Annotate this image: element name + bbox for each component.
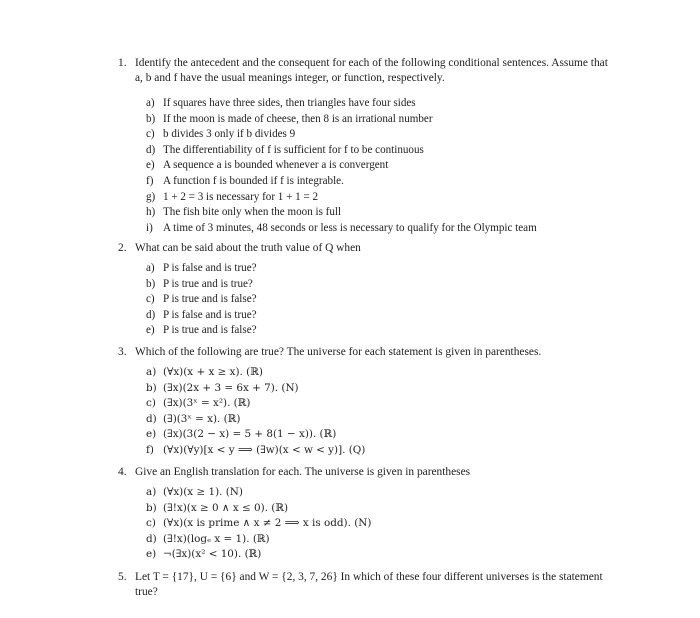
list-item <box>146 262 257 274</box>
list-item <box>146 428 336 440</box>
question-number: 3. <box>118 346 127 358</box>
list-item <box>146 533 270 545</box>
item-text: (∃)(3ˣ = x). (ℝ) <box>163 412 241 425</box>
question-text: Give an English translation for each. The universe is given in parentheses <box>135 466 471 478</box>
item-label: c) <box>146 293 155 306</box>
list-item <box>146 191 318 203</box>
item-label: d) <box>146 412 157 425</box>
item-text: (∃x)(3ˣ = x²). (ℝ) <box>163 397 251 410</box>
item-text: 1 + 2 = 3 is necessary for 1 + 1 = 2 <box>163 190 319 203</box>
item-text: (∃x)(3(2 − x) = 5 + 8(1 − x)). (ℝ) <box>163 428 337 441</box>
question-number: 2. <box>118 242 127 254</box>
list-item <box>146 97 416 109</box>
question-text: Let T = {17}, U = {6} and W = {2, 3, 7, 26} In which of these four different universes is the statement true? <box>135 571 603 599</box>
list-item <box>146 502 288 514</box>
question-number: 5. <box>118 571 127 583</box>
item-text: P is false and is true? <box>163 308 257 321</box>
list-item <box>146 517 371 529</box>
question-1 <box>118 56 608 87</box>
item-label: a) <box>146 262 155 274</box>
item-text: (∃!x)(logₑ x = 1). (ℝ) <box>163 532 270 545</box>
item-label: a) <box>146 486 157 498</box>
list-item <box>146 128 295 140</box>
item-text: P is true and is false? <box>163 324 257 337</box>
item-text: (∀x)(∀y)[x < y ⟹ (∃w)(x < w < y)]. (Q) <box>163 444 366 456</box>
item-text: A time of 3 minutes, 48 seconds or less is necessary to qualify for the Olympic team <box>163 221 537 234</box>
list-item <box>146 159 388 171</box>
item-label: e) <box>146 428 157 441</box>
item-label: e) <box>146 159 155 172</box>
list-item <box>146 222 537 234</box>
item-text: P is true and is true? <box>163 277 253 290</box>
list-item <box>146 444 365 456</box>
item-label: a) <box>146 366 157 378</box>
list-item <box>146 324 257 336</box>
item-label: c) <box>146 397 156 410</box>
question-text: What can be said about the truth value of Q when <box>135 242 361 254</box>
item-label: d) <box>146 532 157 545</box>
item-label: e) <box>146 548 157 561</box>
list-item <box>146 382 299 394</box>
list-item <box>146 486 243 498</box>
item-text: The fish bite only when the moon is full <box>163 206 342 219</box>
question-text: Which of the following are true? The universe for each statement is given in parentheses. <box>135 346 542 358</box>
item-label: g) <box>146 190 156 203</box>
item-text: A function f is bounded if f is integrable. <box>163 175 344 187</box>
item-label: b) <box>146 112 156 125</box>
item-label: a) <box>146 97 155 109</box>
list-item <box>146 413 240 425</box>
item-label: d) <box>146 308 156 321</box>
item-text: (∃x)(2x + 3 = 6x + 7). (N) <box>163 381 299 394</box>
question-2 <box>118 241 608 256</box>
item-label: b) <box>146 501 157 514</box>
item-text: The differentiability of f is sufficient for f to be continuous <box>163 143 424 156</box>
list-item <box>146 397 250 409</box>
question-4 <box>118 465 608 480</box>
list-item <box>146 548 261 560</box>
question-text: Identify the antecedent and the consequent for each of the following conditional sentences. Assume that a, b and f have the usual meanings integer, or function, respectively. <box>135 57 608 85</box>
item-text: If the moon is made of cheese, then 8 is an irrational number <box>163 112 433 125</box>
item-text: P is true and is false? <box>163 293 257 306</box>
list-item <box>146 293 257 305</box>
question-number: 1. <box>118 57 127 69</box>
list-item <box>146 206 341 218</box>
item-label: e) <box>146 324 155 337</box>
list-item <box>146 175 344 187</box>
item-label: c) <box>146 128 155 141</box>
item-label: c) <box>146 517 156 530</box>
list-item <box>146 278 253 290</box>
item-text: A sequence a is bounded whenever a is convergent <box>163 159 389 172</box>
item-text: (∀x)(x is prime ∧ x ≠ 2 ⟹ x is odd). (N) <box>163 517 372 530</box>
item-text: (∀x)(x + x ≥ x). (ℝ) <box>163 366 263 378</box>
question-3 <box>118 345 608 360</box>
item-text: (∀x)(x ≥ 1). (N) <box>163 486 243 498</box>
item-label: h) <box>146 206 156 219</box>
item-text: (∃!x)(x ≥ 0 ∧ x ≤ 0). (ℝ) <box>163 501 289 514</box>
item-text: ¬(∃x)(x² < 10). (ℝ) <box>163 548 262 561</box>
item-label: b) <box>146 277 156 290</box>
list-item <box>146 144 424 156</box>
item-text: b divides 3 only if b divides 9 <box>163 128 296 141</box>
question-number: 4. <box>118 466 127 478</box>
list-item <box>146 113 433 125</box>
item-label: d) <box>146 143 156 156</box>
item-label: f) <box>146 444 154 456</box>
item-label: b) <box>146 381 157 394</box>
item-text: P is false and is true? <box>163 262 257 274</box>
question-5 <box>118 570 608 601</box>
item-text: If squares have three sides, then triangles have four sides <box>163 97 416 109</box>
list-item <box>146 366 263 378</box>
list-item <box>146 309 257 321</box>
item-label: i) <box>146 221 153 234</box>
item-label: f) <box>146 175 154 187</box>
